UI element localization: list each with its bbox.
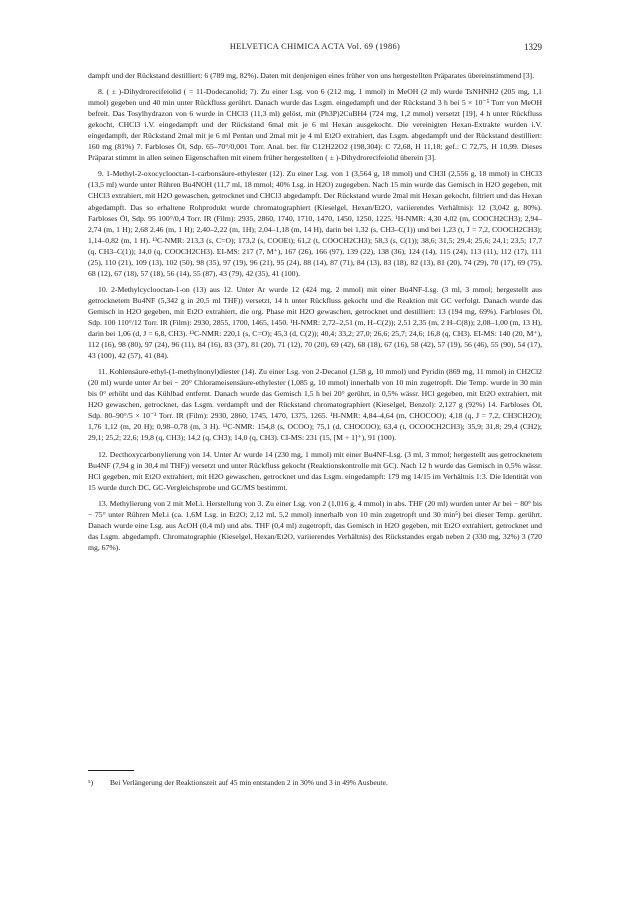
journal-title: HELVETICA CHIMICA ACTA Vol. 69 (1986) xyxy=(229,42,401,51)
page-number: 1329 xyxy=(524,42,542,52)
paragraph-section-11: 11. Kohlensäure-ethyl-(1-methylnonyl)diester (14). Zu einer Lsg. von 2-Decanol (1,58 g, 10 mmol) und Pyridin (869 mg, 11 mmol) in CH2Cl2 (20 ml) wurde unter Ar bei − 20° Chlorameisensäure-ethylester (1,085 g, 10 mmol) innerhalb von 10 min zugetropft. Die Temp. wurde in 30 min bis 0° erhöht und das Kühlbad entfernt. Danach wurde das Gemisch 1,5 h bei 20° gerührt, in 0,5% wässr. HCl gegeben, mit Et2O extrahiert, mit H2O gewaschen, getrocknet, das Lsgm. verdampft und der Rückstand chromatographiert (Kieselgel, Benzol): 2,127 g (92%) 14. Farbloses Öl, Sdp. 80–90°/5 × 10⁻³ Torr. IR (Film): 2930, 2860, 1745, 1470, 1375, 1265. ¹H-NMR: 4,84–4,64 (m, CHOCOO); 4,18 (q, J = 7,2, CH3CH2O); 1,76 1,12 (m, 20 H); 0,98–0,78 (m, 3 H). ¹³C-NMR: 154,8 (s, OCOO); 75,1 (d, CHOCOO); 63,4 (t, OCOOCH2CH3); 35,9; 31,8; 29,4 (CH2); 29,1; 25,2; 22,6; 19,8 (q, CH3); 14,2 (q, CH3); 14,0 (q, CH3). CI-MS: 231 (15, [M + 1]⁺), 91 (100). xyxy=(88,367,542,443)
footnote-rule xyxy=(88,770,134,771)
running-header xyxy=(88,42,542,56)
footnote xyxy=(88,777,542,788)
paragraph-section-9: 9. 1-Methyl-2-oxocyclooctan-1-carbonsäure-ethylester (12). Zu einer Lsg. von 1 (3,564 g, 18 mmol) und CH3I (2,556 g, 18 mmol) in CHCl3 (13,5 ml) wurde unter Rühren Bu4NOH (11,7 ml, 18 mmol; 40% Lsg. in H2O) zugegeben. Nach 15 min wurde das Gemisch in H2O gegeben, mit CHCl3 extrahiert, mit H2O gewaschen, getrocknet und CHCl3 abgedampft. Der Rückstand wurde 2mal mit Hexan gekocht, filtriert und das Hexan abgedampft. Das so erhaltene Rohprodukt wurde chromatographiert (Kieselgel, Hexan/Et2O, variierendes Verhältnis): 12 (3,042 g, 80%). Farbloses Öl, Sdp. 95 100°/0,4 Torr. IR (Film): 2935, 2860, 1740, 1710, 1470, 1450, 1250, 1225. ¹H-NMR: 4,30 4,02 (m, COOCH2CH3); 2,94–2,74 (m, 1 H); 2,68 2,46 (m, 1 H); 2,40–2,22 (m, 1H); 2,04–1,18 (m, 14 H), darin bei 1,32 (s, CH3–C(1)) und bei 1,23 (t, J = 7,2, COOCH2CH3); 1,14–0,82 (m, 1 H). ¹³C-NMR: 213,3 (s, C=O); 173,2 (s, COOEt); 61,2 (t, COOCH2CH3); 58,3 (s, C(1)); 38,6; 31,5; 29,4; 25,6; 24,1; 23,5; 17,7 (q, CH3–C(1)); 14,0 (q, COOCH2CH3). EI-MS: 217 (7, M⁺), 167 (26), 166 (97), 139 (22), 138 (36), 124 (14), 115 (24), 113 (11), 112 (17), 111 (25), 110 (21), 109 (13), 102 (50), 98 (35), 97 (19), 96 (21), 95 (24), 88 (14), 87 (71), 84 (13), 83 (18), 82 (13), 81 (20), 74 (29), 70 (17), 69 (75), 68 (12), 67 (18), 57 (18), 56 (14), 55 (87), 43 (79), 42 (35), 41 (100). xyxy=(88,169,542,278)
footnote-mark: ⁵) xyxy=(88,778,94,787)
paragraph-section-8: 8. ( ± )-Dihydrorecifeiolid ( = 11-Dodecanolid; 7). Zu einer Lsg. von 6 (212 mg, 1 mmol) in MeOH (2 ml) wurde TsNHNH2 (205 mg, 1,1 mmol) gegeben und 40 min unter Rückfluss gerührt. Danach wurde das Lsgm. eingedampft und der Rückstand 3 h bei 5 × 10⁻⁵ Torr von MeOH befreit. Das Tosylhydrazon von 6 wurde in CHCl3 (11,3 ml) gelöst, mit (Ph3P)2CuBH4 (724 mg, 1,2 mmol) versetzt [19], 4 h unter Rückfluss gekocht, CHCl3 i.V. eingedampft und der Rückstand 6mal mit je 6 ml Hexan ausgekocht. Die vereinigten Hexan-Extrakte wurden i.V. eingedampft, der Rückstand 2mal mit je 6 ml Pentan und 2mal mit je 4 ml Et2O extrahiert, das Lsgm. abgedampft und der Rückstand destilliert: 160 mg (81%) 7. Farbloses Öl, Sdp. 65–70°/0,001 Torr. Anal. ber. für C12H22O2 (198,304): C 72,68, H 11,18; gef.: C 72,75, H 10,99. Dieses Präparat stimmt in allen seinen Eigenschaften mit einem früher hergestellten ( ± )-Dihydrorecifeiolid überein [3]. xyxy=(88,87,542,163)
body-text xyxy=(88,70,542,558)
paragraph-section-10: 10. 2-Methylcyclooctan-1-on (13) aus 12. Unter Ar wurde 12 (424 mg, 2 mmol) mit einer Bu4NF-Lsg. (3 ml, 3 mmol; hergestellt aus getrocknetem Bu4NF (5,342 g in 20,5 ml THF)) versetzt, 14 h unter Rückfluss gekocht und die Reaktion mit GC verfolgt. Danach wurde das Gemisch in H2O gegeben, mit Et2O extrahiert, die org. Phase mit H2O gewaschen, getrocknet und destilliert: 13 (194 mg, 69%). Farbloses Öl, Sdp. 100 110°/12 Torr. IR (Film): 2930, 2855, 1700, 1465, 1450. ¹H-NMR: 2,72–2,51 (m, H–C(2)); 2,51 2,35 (m, 2 H–C(8)); 2,08–1,00 (m, 13 H), darin bei 1,06 (d, J = 6,8, CH3). ¹³C-NMR: 220,1 (s, C=O); 45,3 (d, C(2)); 40,4; 33,2; 27,0; 26,6; 25,7; 24,6; 16,8 (q, CH3). EI-MS: 140 (20, M⁺), 112 (16), 98 (80), 97 (24), 96 (11), 84 (16), 83 (37), 81 (20), 71 (12), 70 (20), 69 (42), 68 (18), 67 (16), 58 (42), 57 (19), 56 (46), 55 (90), 54 (17), 43 (100), 42 (57), 41 (84). xyxy=(88,284,542,361)
paragraph-section-13: 13. Methylierung von 2 mit MeLi. Herstellung von 3. Zu einer Lsg. von 2 (1,016 g, 4 mmol) in abs. THF (20 ml) wurden unter Ar bei − 80° bis − 75° unter Rühren MeLi (ca. 1,6M Lsg. in Et2O; 2,12 ml, 5,2 mmol) innerhalb von 10 min zugetropft und 30 min⁵) bei dieser Temp. gerührt. Danach wurde eine Lsg. aus AcOH (0,4 ml) und abs. THF (0,4 ml) zugetropft, das Gemisch in H2O gegeben, mit Et2O extrahiert, getrocknet und das Lsgm. abgedampft. Chromatographie (Kieselgel, Hexan/Et2O, variierendes Verhältnis) des Rückstandes ergab neben 2 (330 mg, 32%) 3 (720 mg, 67%). xyxy=(88,498,542,552)
paragraph-section-12: 12. Decthoxycarbonylierung von 14. Unter Ar wurde 14 (230 mg, 1 mmol) mit einer Bu4NF-Lsg. (3 ml, 3 mmol; hergestellt aus getrocknetem Bu4NF (7,94 g in 30,4 ml THF)) versetzt und unter Rückfluss gekocht (Reaktionskontrolle mit GC). Nach 12 h wurde das Gemisch in 0,5% wässr. HCl gegeben, mit Et2O extrahiert, mit H2O gewaschen, getrocknet und das Lsgm. eingedampft: 179 mg 14/15 im Verhältnis 1:3. Die Identität von 15 wurde durch DC, GC-Vergleichsprobe und GC/MS bestimmt. xyxy=(88,449,542,492)
paragraph-continuation: dampft und der Rückstand destilliert: 6 (789 mg, 82%). Daten mit denjenigen eines früher von uns hergestellten Präparates übereinstimmend [3]. xyxy=(88,71,535,80)
footnote-text: Bei Verlängerung der Reaktionszeit auf 45 min entstanden 2 in 30% und 3 in 49% Ausbeute. xyxy=(110,778,388,787)
